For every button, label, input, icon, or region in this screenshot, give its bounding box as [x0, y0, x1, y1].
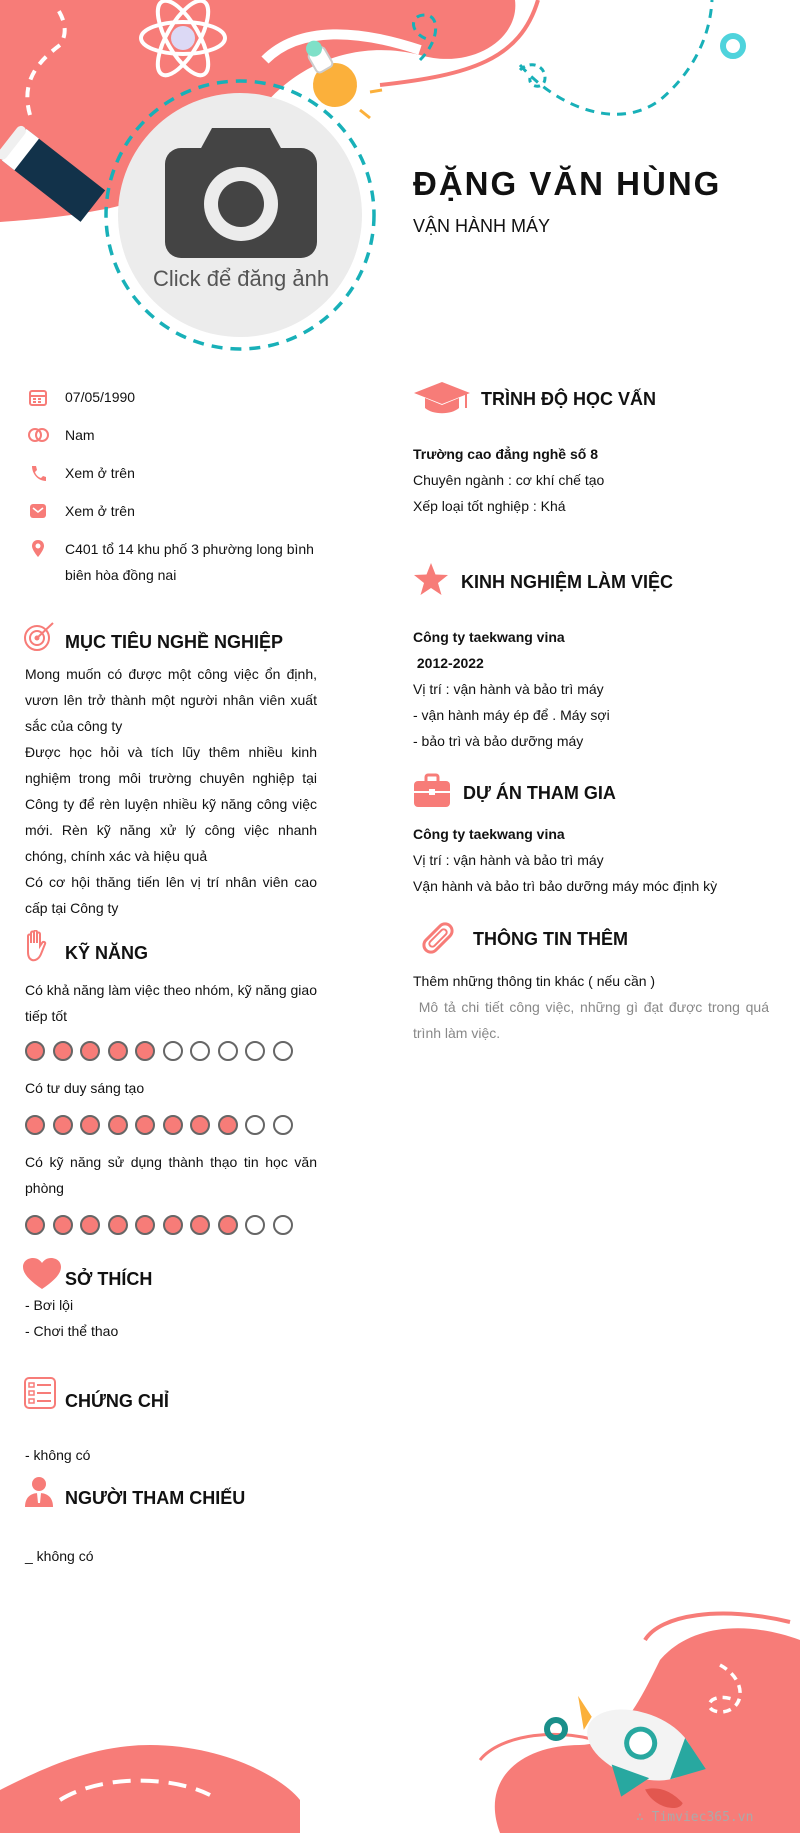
paperclip-icon — [417, 918, 459, 963]
rating-dot-empty — [245, 1115, 265, 1135]
watermark-text: ∴ Timviec365.vn — [636, 1810, 754, 1825]
experience-title: KINH NGHIỆM LÀM VIỆC — [461, 572, 674, 592]
skill-rating — [25, 1041, 293, 1061]
skill-rating — [25, 1115, 293, 1135]
rating-dot-filled — [80, 1041, 100, 1061]
contact-gender — [27, 422, 335, 448]
star-icon — [413, 562, 449, 601]
camera-icon[interactable] — [118, 93, 364, 339]
objective-text — [25, 661, 317, 921]
objective-line: Có cơ hội thăng tiến lên vị trí nhân viên cao cấp tại Công ty — [25, 874, 317, 916]
objective-title: MỤC TIÊU NGHỀ NGHIỆP — [65, 632, 284, 652]
education-details — [413, 441, 773, 519]
contact-birthdate — [27, 384, 335, 410]
rating-dot-filled — [163, 1115, 183, 1135]
skill-name: Có kỹ năng sử dụng thành thạo tin học văn phòng — [25, 1154, 317, 1196]
education-major: Chuyên ngành : cơ khí chế tạo — [413, 472, 605, 488]
reference-item: _ không có — [25, 1548, 94, 1564]
location-icon — [27, 536, 49, 562]
rating-dot-empty — [245, 1215, 265, 1235]
rating-dot-filled — [218, 1115, 238, 1135]
contact-phone — [27, 460, 335, 486]
gender-value: Nam — [65, 427, 95, 443]
project-line: Vị trí : vận hành và bảo trì máy — [413, 852, 604, 868]
briefcase-icon — [413, 773, 451, 814]
upload-photo-button[interactable]: Click để đăng ảnh — [152, 266, 330, 291]
experience-company: Công ty taekwang vina — [413, 629, 565, 645]
rating-dot-filled — [163, 1215, 183, 1235]
project-line: Vận hành và bảo trì bảo dưỡng máy móc định kỳ — [413, 878, 718, 894]
email-icon — [27, 498, 49, 524]
rating-dot-filled — [25, 1215, 45, 1235]
rating-dot-empty — [245, 1041, 265, 1061]
target-icon — [23, 620, 57, 659]
rating-dot-filled — [108, 1215, 128, 1235]
candidate-name: ĐẶNG VĂN HÙNG — [413, 165, 722, 202]
hand-icon — [24, 930, 50, 969]
rating-dot-filled — [53, 1115, 73, 1135]
rating-dot-filled — [53, 1215, 73, 1235]
person-icon — [24, 1475, 54, 1512]
rating-dot-filled — [218, 1215, 238, 1235]
rating-dot-filled — [190, 1115, 210, 1135]
hobbies-title: SỞ THÍCH — [65, 1269, 153, 1289]
contact-address — [27, 536, 335, 588]
candidate-role: VẬN HÀNH MÁY — [413, 216, 551, 236]
rating-dot-filled — [80, 1215, 100, 1235]
hobby-item: - Chơi thể thao — [25, 1323, 119, 1339]
rating-dot-filled — [25, 1115, 45, 1135]
rating-dot-filled — [108, 1115, 128, 1135]
rating-dot-filled — [135, 1115, 155, 1135]
education-title: TRÌNH ĐỘ HỌC VẤN — [481, 389, 656, 409]
rating-dot-filled — [135, 1215, 155, 1235]
certificates-title: CHỨNG CHỈ — [65, 1391, 169, 1411]
address-value: C401 tổ 14 khu phố 3 phường long bình biên hòa đồng nai — [65, 541, 314, 583]
extra-line: Thêm những thông tin khác ( nếu cần ) — [413, 973, 656, 989]
skill-name: Có tư duy sáng tạo — [25, 1080, 145, 1096]
projects-details — [413, 821, 773, 899]
objective-line: Mong muốn có được một công việc ổn định, vươn lên trở thành một người nhân viên xuất sắc của công ty — [25, 666, 317, 734]
skill-name: Có khả năng làm việc theo nhóm, kỹ năng giao tiếp tốt — [25, 982, 317, 1024]
rating-dot-empty — [273, 1215, 293, 1235]
phone-icon — [27, 460, 49, 486]
rating-dot-empty — [273, 1041, 293, 1061]
rating-dot-filled — [25, 1041, 45, 1061]
extra-hint[interactable]: Mô tả chi tiết công việc, những gì đạt được trong quá trình làm việc. — [413, 999, 773, 1041]
project-company: Công ty taekwang vina — [413, 826, 565, 842]
rating-dot-filled — [53, 1041, 73, 1061]
rating-dot-empty — [163, 1041, 183, 1061]
heart-icon — [22, 1257, 62, 1296]
skill-rating — [25, 1215, 293, 1235]
birthdate-value: 07/05/1990 — [65, 389, 136, 405]
education-grade: Xếp loại tốt nghiệp : Khá — [413, 498, 566, 514]
phone-value: Xem ở trên — [65, 465, 135, 481]
references-title: NGƯỜI THAM CHIẾU — [65, 1488, 246, 1508]
experience-period: 2012-2022 — [413, 655, 484, 671]
checklist-icon — [24, 1377, 56, 1414]
rating-dot-empty — [190, 1041, 210, 1061]
rating-dot-filled — [108, 1041, 128, 1061]
graduation-cap-icon — [413, 380, 471, 421]
rating-dot-empty — [218, 1041, 238, 1061]
hobby-item: - Bơi lội — [25, 1297, 74, 1313]
extra-title: THÔNG TIN THÊM — [473, 929, 628, 949]
email-value: Xem ở trên — [65, 503, 135, 519]
rating-dot-filled — [135, 1041, 155, 1061]
skills-title: KỸ NĂNG — [65, 943, 149, 963]
calendar-icon — [27, 384, 49, 410]
objective-line: Được học hỏi và tích lũy thêm nhiều kinh nghiệm trong môi trường chuyên nghiệp tại Công ty để rèn luyện nhiều kỹ năng công việc mới. Rèn kỹ năng xử lý công việc nhanh chóng, chính xác và hiệu quả — [25, 744, 317, 864]
rating-dot-filled — [80, 1115, 100, 1135]
extra-details — [413, 968, 773, 1046]
experience-line: - vận hành máy ép để . Máy sợi — [413, 707, 610, 723]
rating-dot-empty — [273, 1115, 293, 1135]
certificate-item: - không có — [25, 1447, 91, 1463]
experience-details — [413, 624, 773, 754]
projects-title: DỰ ÁN THAM GIA — [463, 783, 616, 803]
contact-email — [27, 498, 335, 524]
experience-line: - bảo trì và bảo dưỡng máy — [413, 733, 584, 749]
hobbies-list — [25, 1292, 317, 1344]
school-name: Trường cao đẳng nghề số 8 — [413, 446, 599, 462]
experience-line: Vị trí : vận hành và bảo trì máy — [413, 681, 604, 697]
gender-icon — [27, 422, 49, 448]
rating-dot-filled — [190, 1215, 210, 1235]
